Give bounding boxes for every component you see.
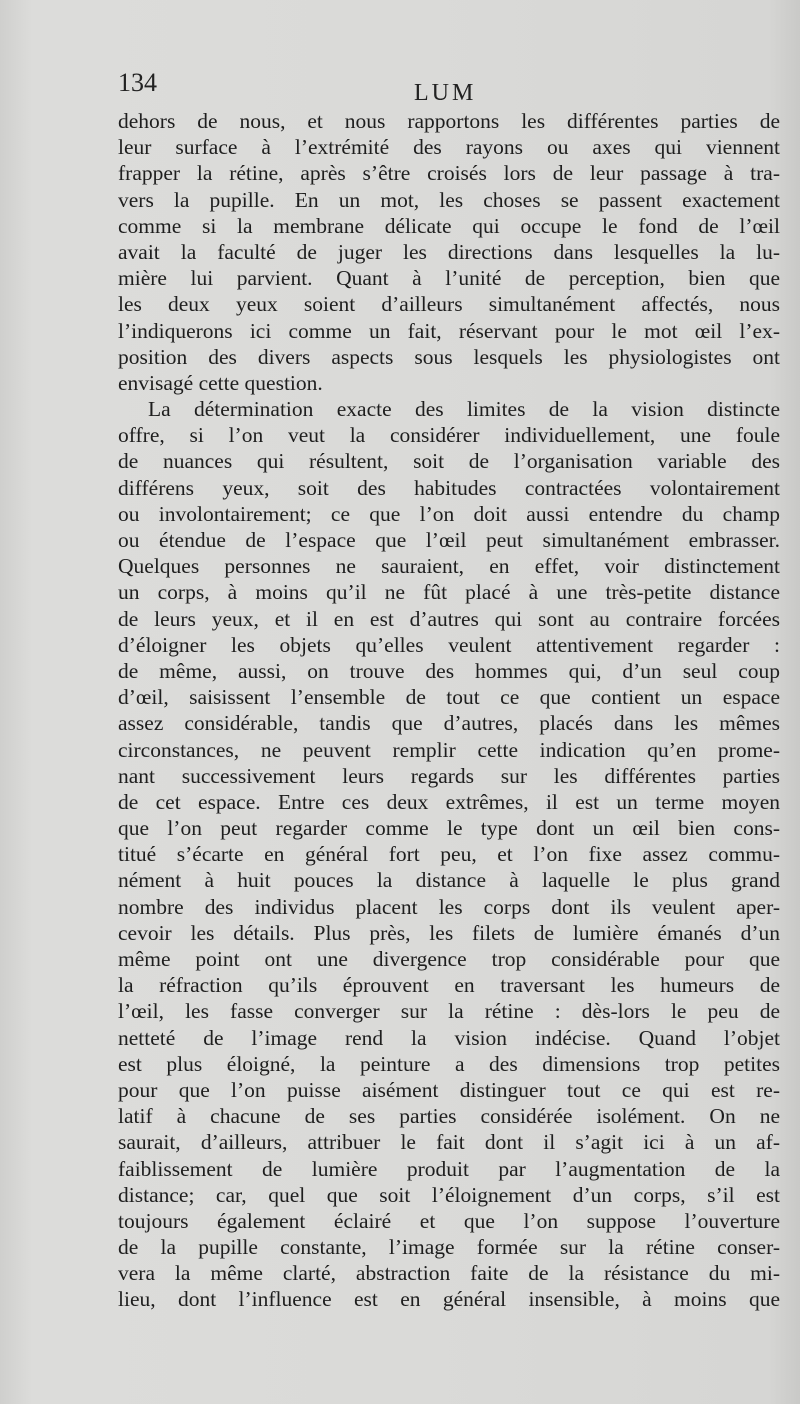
text-line: de leurs yeux, et il en est d’autres qui sont au contraire forcées <box>118 606 780 631</box>
text-line: avait la faculté de juger les directions dans lesquelles la lu- <box>118 239 780 264</box>
text-line: dehors de nous, et nous rapportons les différentes parties de <box>118 109 780 133</box>
text-line: frapper la rétine, après s’être croisés lors de leur passage à tra- <box>118 161 780 186</box>
text-line: titué s’écarte en général fort peu, et l’on fixe assez commu- <box>118 842 780 867</box>
text-line: que l’on peut regarder comme le type dont un œil bien cons- <box>118 816 780 841</box>
page-header <box>118 68 780 108</box>
text-line: nombre des individus placent les corps dont ils veulent aper- <box>118 894 780 919</box>
text-line: d’œil, saisissent l’ensemble de tout ce que contient un espace <box>118 685 780 710</box>
text-line: vera la même clarté, abstraction faite de la résistance du mi- <box>118 1261 780 1286</box>
text-line: distance; car, quel que soit l’éloignement d’un corps, s’il est <box>118 1182 780 1207</box>
text-line: lieu, dont l’influence est en général insensible, à moins que <box>118 1287 780 1312</box>
text-line: vers la pupille. En un mot, les choses se passent exactement <box>118 187 780 212</box>
text-line: de la pupille constante, l’image formée sur la rétine conser- <box>118 1235 780 1260</box>
text-line: ou involontairement; ce que l’on doit aussi entendre du champ <box>118 501 780 526</box>
body-text <box>118 108 780 1313</box>
text-line: leur surface à l’extrémité des rayons ou axes qui viennent <box>118 135 780 160</box>
page-number: 134 <box>118 68 157 97</box>
text-line: nant successivement leurs regards sur les différentes parties <box>118 763 780 788</box>
text-line: saurait, d’ailleurs, attribuer le fait dont il s’agit ici à un af- <box>118 1130 780 1155</box>
text-line: offre, si l’on veut la considérer individuellement, une foule <box>118 423 780 448</box>
text-line: comme si la membrane délicate qui occupe le fond de l’œil <box>118 213 780 238</box>
text-line: la réfraction qu’ils éprouvent en traversant les humeurs de <box>118 973 780 998</box>
text-line: Quelques personnes ne sauraient, en effet, voir distinctement <box>118 554 780 579</box>
text-line: latif à chacune de ses parties considérée isolément. On ne <box>118 1104 780 1129</box>
text-line: mière lui parvient. Quant à l’unité de perception, bien que <box>118 266 780 291</box>
text-line: faiblissement de lumière produit par l’augmentation de la <box>118 1156 780 1181</box>
text-line: de même, aussi, on trouve des hommes qui, d’un seul coup <box>118 658 780 683</box>
text-line: différens yeux, soit des habitudes contractées volontairement <box>118 475 780 500</box>
text-line: même point ont une divergence trop considérable pour que <box>118 947 780 971</box>
text-line: cevoir les détails. Plus près, les filets de lumière émanés d’un <box>118 920 780 945</box>
text-line: est plus éloigné, la peinture a des dimensions trop petites <box>118 1051 780 1076</box>
text-line: pour que l’on puisse aisément distinguer tout ce qui est re- <box>118 1077 780 1102</box>
text-line: de nuances qui résultent, soit de l’organisation variable des <box>118 449 780 474</box>
text-line: de cet espace. Entre ces deux extrêmes, il est un terme moyen <box>118 789 780 814</box>
text-line: d’éloigner les objets qu’elles veulent attentivement regarder : <box>118 632 780 657</box>
text-line: circonstances, ne peuvent remplir cette indication qu’en prome- <box>118 737 780 762</box>
text-line: netteté de l’image rend la vision indécise. Quand l’objet <box>118 1025 780 1050</box>
text-line: l’indiquerons ici comme un fait, réservant pour le mot œil l’ex- <box>118 318 780 343</box>
text-line: nément à huit pouces la distance à laquelle le plus grand <box>118 868 780 893</box>
text-line: position des divers aspects sous lesquels les physiologistes ont <box>118 344 780 369</box>
text-line: La détermination exacte des limites de la vision distincte <box>148 397 780 422</box>
text-line: l’œil, les fasse converger sur la rétine : dès-lors le peu de <box>118 999 780 1024</box>
running-head: LUM <box>414 80 477 106</box>
text-line: un corps, à moins qu’il ne fût placé à une très-petite distance <box>118 580 780 605</box>
text-line: assez considérable, tandis que d’autres, placés dans les mêmes <box>118 711 780 736</box>
text-line: les deux yeux soient d’ailleurs simultanément affectés, nous <box>118 292 780 317</box>
text-line: ou étendue de l’espace que l’œil peut simultanément embrasser. <box>118 528 780 552</box>
text-line: toujours également éclairé et que l’on suppose l’ouverture <box>118 1208 780 1233</box>
text-line: envisagé cette question. <box>118 370 323 395</box>
